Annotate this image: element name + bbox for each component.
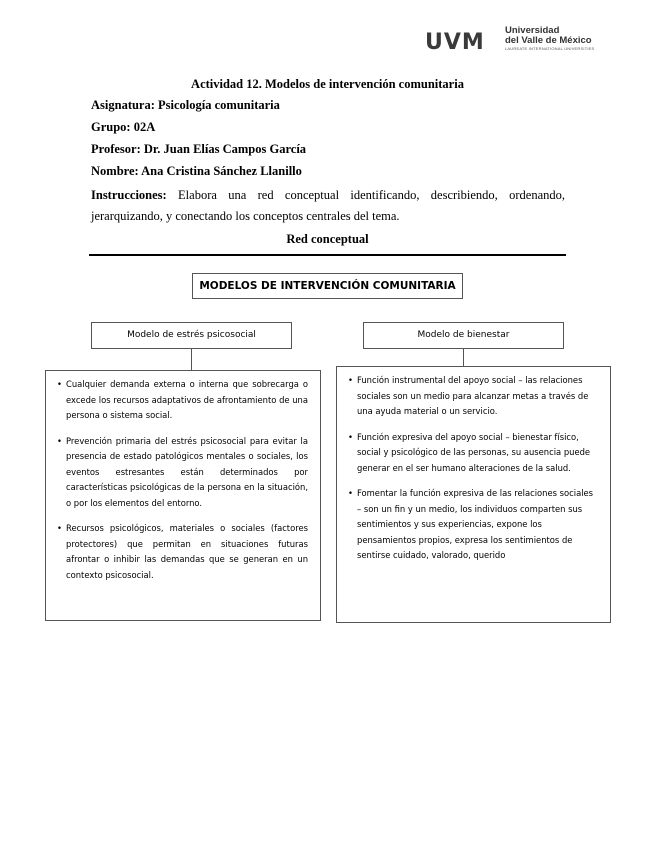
right-list [357,373,598,564]
list-item: • Fomentar la función expresiva de las relaciones sociales – son un fin y un medio, los individuos comparten sus sentimientos y sus experiencias, expone los pensamientos propios, expresa los sentimientos de sentirse cuidado, valorado, querido [357,486,598,564]
list-item: • Recursos psicológicos, materiales o sociales (factores protectores) que permitan en situaciones futuras afrontar o inhibir las demandas que se generan en un contexto psicosocial. [66,521,308,583]
list-item: • Función expresiva del apoyo social – bienestar físico, social y psicológico de las personas, su ausencia puede generar en el ser humano alteraciones de la salud. [357,430,598,477]
left-details-box [45,370,321,621]
left-model-box: Modelo de estrés psicosocial [91,322,292,349]
right-model-box: Modelo de bienestar [363,322,564,349]
grupo: Grupo: 02A [91,120,156,134]
logo-text [505,26,594,52]
right-details-box [336,366,611,623]
instructions-label: Instrucciones: [91,188,167,202]
left-connector [191,349,192,371]
main-concept-box: MODELOS DE INTERVENCIÓN COMUNITARIA [192,273,463,299]
logo-line-2: del Valle de México [505,35,592,46]
profesor: Profesor: Dr. Juan Elías Campos García [91,142,307,156]
divider [89,254,566,256]
left-list [66,377,308,583]
logo-mark: UVM [425,30,485,55]
instructions-text: Elabora una red conceptual identificando, describiendo, ordenando, jerarquizando, y conectando los conceptos centrales del tema. [91,188,565,223]
uvm-logo [425,26,605,56]
logo-line-1: Universidad [505,25,560,36]
asignatura: Asignatura: Psicología comunitaria [91,98,280,112]
logo-line-3: LAUREATE INTERNATIONAL UNIVERSITIES [505,46,595,51]
list-item: • Prevención primaria del estrés psicosocial para evitar la presencia de estado patológicos mentales o sociales, los eventos estresantes están determinados por características psicológicas de la persona en la situación, o por los elementos del entorno. [66,434,308,512]
section-subtitle: Red conceptual [286,232,369,246]
instructions [91,185,565,227]
right-connector [463,349,464,366]
nombre: Nombre: Ana Cristina Sánchez Llanillo [91,164,302,178]
list-item: • Función instrumental del apoyo social – las relaciones sociales son un medio para alcanzar metas a través de una ayuda material o un servicio. [357,373,598,420]
list-item: • Cualquier demanda externa o interna que sobrecarga o excede los recursos adaptativos de afrontamiento de una persona o sistema social. [66,377,308,424]
document-title: Actividad 12. Modelos de intervención comunitaria [191,77,464,91]
